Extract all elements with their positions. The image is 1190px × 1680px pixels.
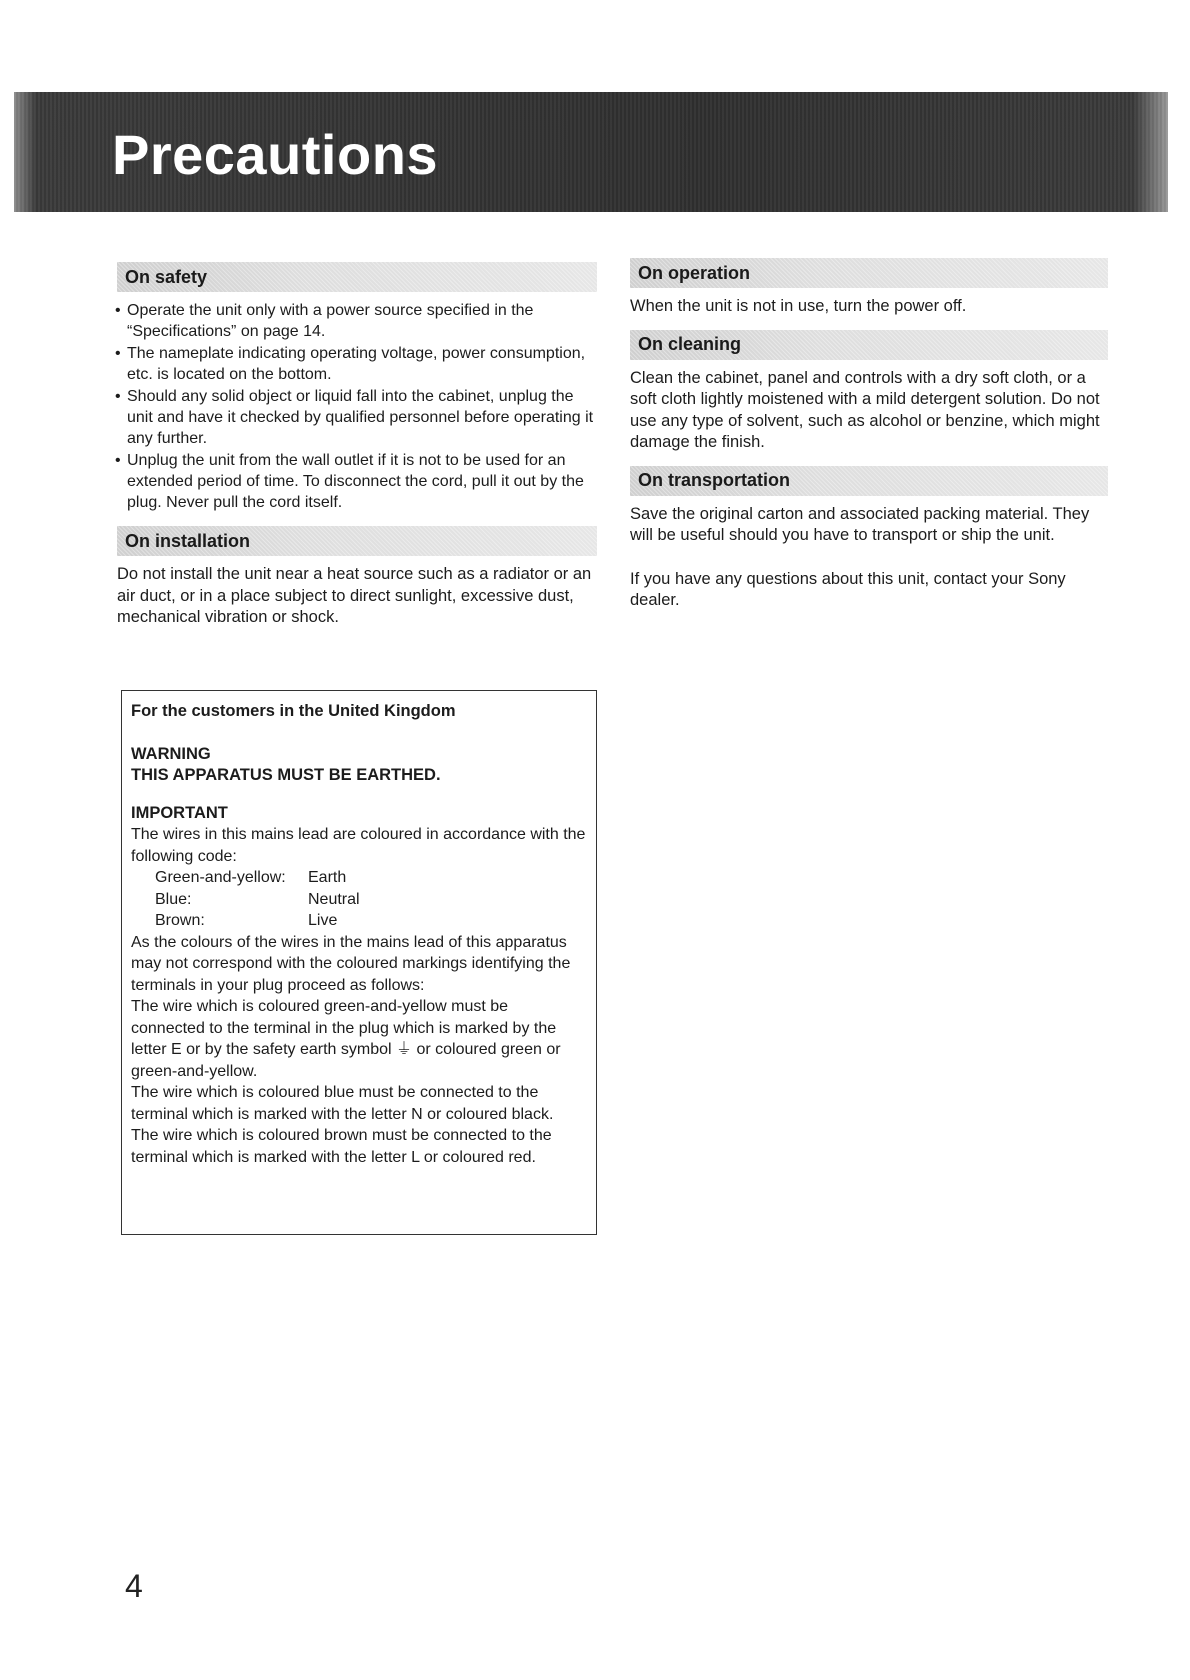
wire-code-row [155, 867, 360, 889]
wire-colour: Green-and-yellow: [155, 869, 286, 886]
wire-meaning: Neutral [308, 890, 360, 908]
cleaning-text: Clean the cabinet, panel and controls with a dry soft cloth, or a soft cloth lightly moistened with a mild detergent solution. Do not use any type of solvent, such as alcohol or benzine, which might damage the finish. [630, 368, 1100, 451]
warning-label: WARNING [131, 745, 211, 763]
safety-list [117, 300, 597, 513]
section-heading-installation: On installation [117, 526, 597, 556]
uk-notice-box [121, 690, 597, 1235]
uk-paragraph: The wire which is coloured green-and-yellow must be connected to the terminal in the plug which is marked by the letter E or by the safety earth symbol ⏚ or coloured green or green-and-yellow. [131, 998, 561, 1080]
safety-item: • The nameplate indicating operating voltage, power consumption, etc. is located on the bottom. [117, 343, 597, 385]
important-label: IMPORTANT [131, 804, 228, 822]
wire-colour: Blue: [155, 890, 192, 908]
uk-box-heading: For the customers in the United Kingdom [131, 702, 456, 720]
right-column [630, 258, 1108, 612]
page-number: 4 [125, 1568, 143, 1604]
wire-meaning: Live [308, 912, 338, 929]
wire-code-intro: The wires in this mains lead are coloured in accordance with the following code: [131, 826, 586, 865]
page-title: Precautions [112, 123, 439, 186]
uk-paragraph: The wire which is coloured brown must be connected to the terminal which is marked with the letter L or coloured red. [131, 1127, 552, 1166]
installation-text: Do not install the unit near a heat source such as a radiator or an air duct, or in a place subject to direct sunlight, excessive dust, mechanical vibration or shock. [117, 565, 592, 626]
wire-meaning: Earth [308, 869, 347, 886]
transportation-text: Save the original carton and associated packing material. They will be useful should you have to transport or ship the unit. [630, 504, 1090, 544]
section-heading-operation: On operation [630, 258, 1108, 288]
safety-item: • Unplug the unit from the wall outlet if it is not to be used for an extended period of time. To disconnect the cord, pull it out by the plug. Never pull the cord itself. [117, 450, 597, 513]
uk-paragraph: The wire which is coloured blue must be connected to the terminal which is marked with the letter N or coloured black. [131, 1084, 554, 1123]
uk-paragraph: As the colours of the wires in the mains lead of this apparatus may not correspond with the coloured markings identifying the terminals in your plug proceed as follows: [131, 933, 571, 994]
safety-item: • Should any solid object or liquid fall into the cabinet, unplug the unit and have it checked by qualified personnel before operating it any further. [117, 386, 597, 449]
section-heading-safety: On safety [117, 262, 597, 292]
title-banner [14, 92, 1168, 212]
wire-code-row [155, 889, 360, 911]
earthed-notice: THIS APPARATUS MUST BE EARTHED. [131, 766, 441, 784]
safety-item: • Operate the unit only with a power source specified in the “Specifications” on page 14. [117, 300, 597, 342]
questions-text: If you have any questions about this unit, contact your Sony dealer. [630, 569, 1066, 609]
section-heading-cleaning: On cleaning [630, 330, 1108, 360]
section-heading-transportation: On transportation [630, 466, 1108, 496]
wire-colour: Brown: [155, 912, 205, 929]
wire-colour-table [155, 867, 360, 932]
operation-text: When the unit is not in use, turn the power off. [630, 297, 967, 315]
left-column [117, 262, 597, 629]
wire-code-row [155, 910, 360, 932]
